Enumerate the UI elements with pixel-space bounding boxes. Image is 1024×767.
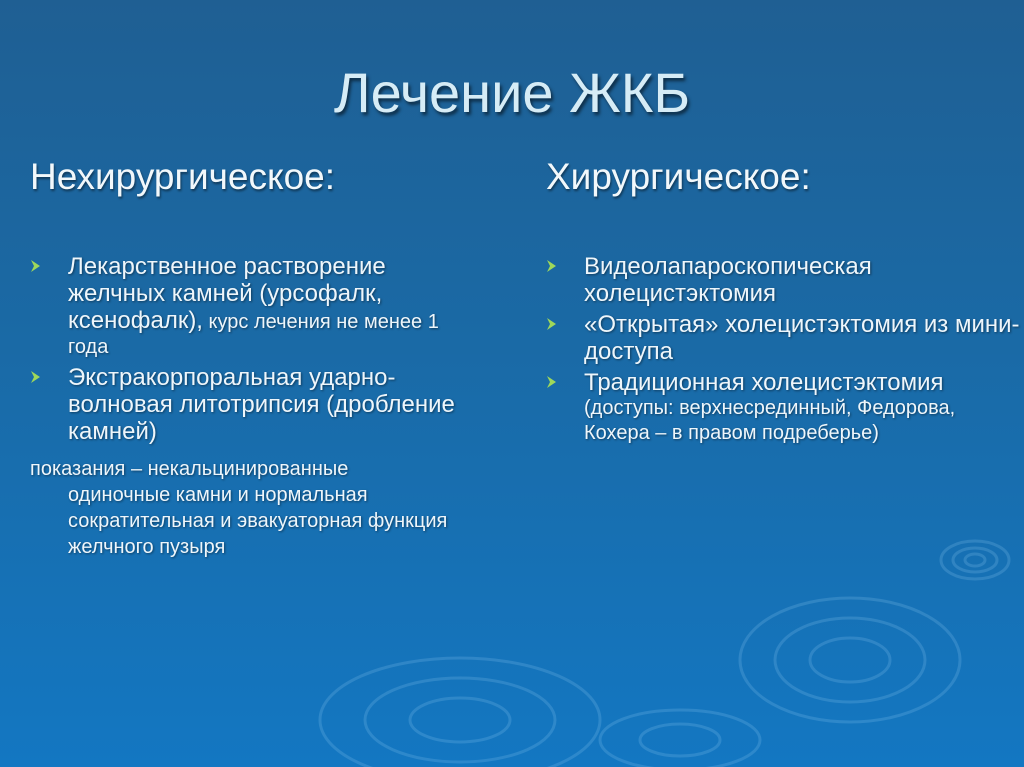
surgical-list — [546, 253, 1022, 450]
nonsurgical-heading: Нехирургическое: — [30, 156, 336, 197]
arrow-bullet-icon — [30, 259, 42, 273]
list-item — [546, 369, 1022, 446]
list-item — [30, 253, 480, 360]
item-extra-text: курс лечения не менее 1 года — [68, 311, 439, 358]
arrow-bullet-icon — [546, 259, 558, 273]
item-text: Видеолапароскопическая холецистэктомия — [584, 253, 872, 307]
item-text: «Открытая» холецистэктомия из мини-доступа — [584, 311, 1020, 365]
item-extra-text: (доступы: верхнесрединный, Федорова, Кохера – в правом подреберье) — [584, 397, 956, 444]
arrow-bullet-icon — [546, 375, 558, 389]
list-item — [546, 311, 1022, 365]
indications-note — [30, 456, 490, 560]
item-text: Экстракорпоральная ударно-волновая литотрипсия (дробление камней) — [68, 364, 455, 445]
arrow-bullet-icon — [546, 317, 558, 331]
nonsurgical-list — [30, 253, 480, 449]
surgical-heading: Хирургическое: — [546, 156, 811, 197]
slide-title: Лечение ЖКБ — [333, 61, 691, 124]
list-item — [546, 253, 1022, 307]
note-first-line: показания – некальцинированные — [30, 458, 349, 480]
item-text: Лекарственное растворение желчных камней (урсофалк, ксенофалк), — [68, 253, 386, 334]
arrow-bullet-icon — [30, 370, 42, 384]
note-rest: одиночные камни и нормальная сократительная и эвакуаторная функция желчного пузыря — [68, 484, 448, 558]
list-item — [30, 364, 480, 445]
item-text: Традиционная холецистэктомия — [584, 369, 944, 396]
